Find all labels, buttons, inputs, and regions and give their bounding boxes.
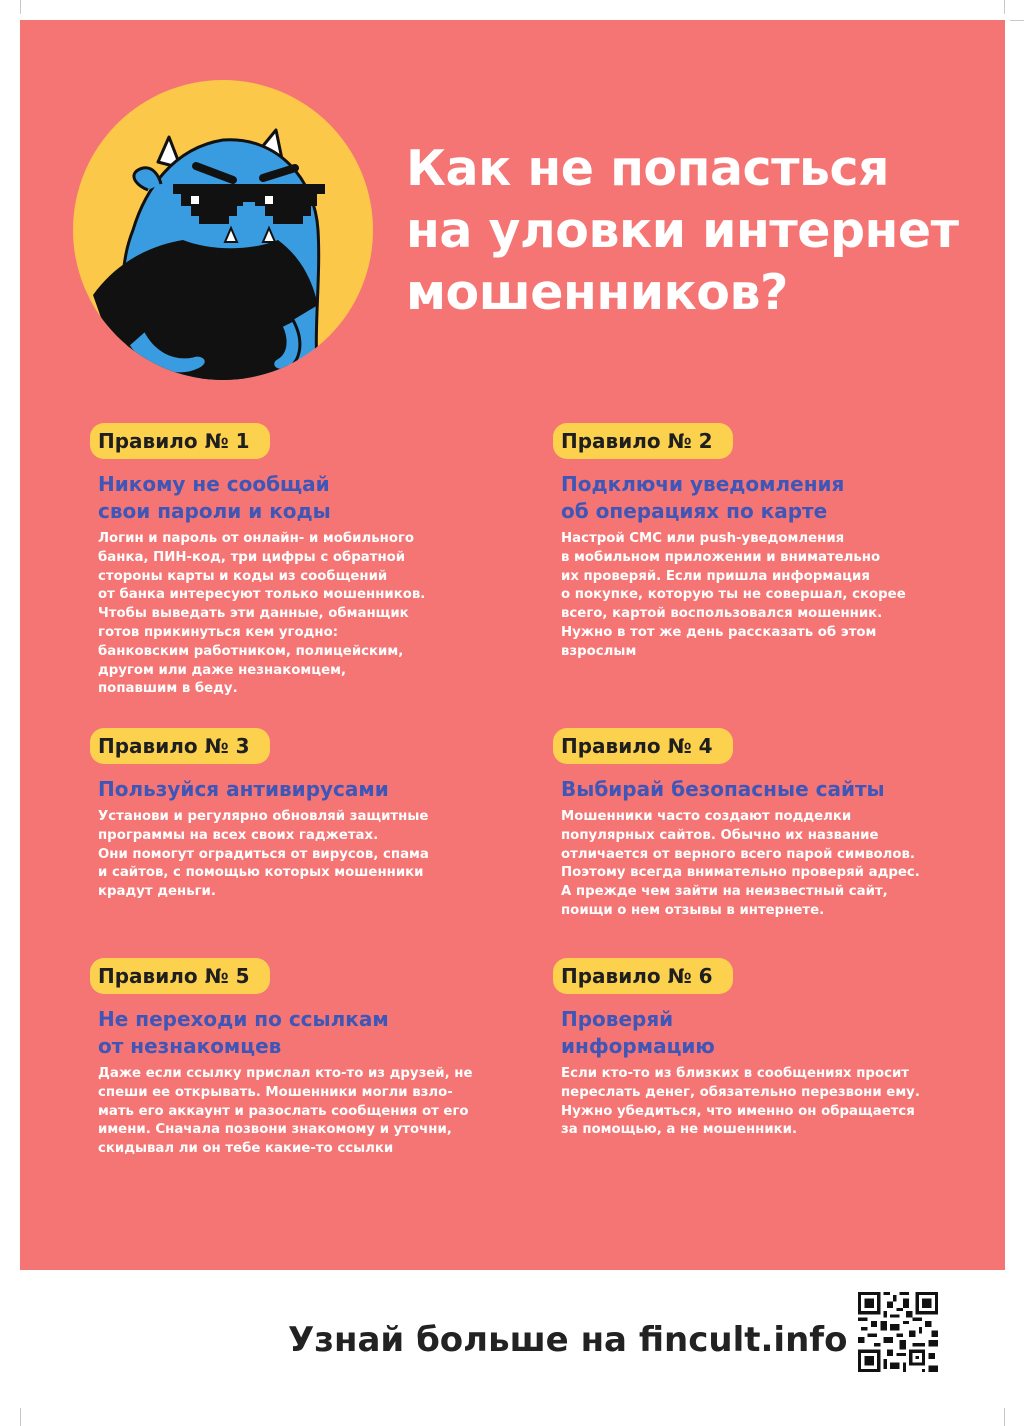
rule-card-2 (561, 423, 961, 662)
rule-body-line: Даже если ссылку прислал кто-то из друзей, не (98, 1066, 473, 1081)
rule-heading (561, 471, 961, 525)
crop-mark (1010, 20, 1024, 21)
rule-body-line: Нужно убедиться, что именно он обращается (561, 1103, 915, 1119)
crop-mark (1004, 1408, 1005, 1426)
rule-heading (98, 471, 498, 525)
rule-body-line: переслать денег, обязательно перезвони ему. (561, 1084, 920, 1100)
rule-body (561, 1065, 961, 1140)
rule-heading (98, 776, 498, 803)
rule-body-line: и сайтов, с помощью которых мошенники (98, 865, 424, 881)
rule-heading-line: информацию (561, 1034, 715, 1058)
rule-heading-line: Не переходи по ссылкам (98, 1007, 389, 1031)
rule-body-line: отличается от верного всего парой символов. (561, 846, 915, 862)
rule-body (98, 808, 498, 902)
rule-body-line: Они помогут оградиться от вирусов, спама (98, 846, 429, 862)
rule-card-1 (98, 423, 498, 699)
footer-link-text[interactable]: Узнай больше на fincult.info (288, 1320, 848, 1360)
rule-heading-line: об операциях по карте (561, 499, 828, 523)
rule-body-line: банковским работником, полицейским, (98, 643, 404, 659)
rule-heading-line: Проверяй (561, 1007, 674, 1031)
crop-mark (20, 0, 21, 14)
rule-body (98, 530, 498, 699)
rule-heading-line: Подключи уведомления (561, 472, 845, 496)
rule-body-line: о покупке, которую ты не совершал, скорее (561, 587, 906, 603)
rule-body-line: Логин и пароль от онлайн- и мобильного (98, 531, 415, 546)
rule-heading-line: Пользуйся антивирусами (98, 777, 389, 801)
rule-body (98, 1065, 498, 1159)
crop-mark (20, 1408, 21, 1426)
crop-mark (1004, 0, 1005, 14)
rule-body-line: спеши ее открывать. Мошенники могли взло- (98, 1084, 453, 1100)
rule-body-line: всего, картой воспользовался мошенник. (561, 606, 883, 622)
rule-heading-line: свои пароли и коды (98, 499, 331, 523)
rule-body-line: от банка интересуют только мошенников. (98, 587, 426, 603)
rule-body-line: Мошенники часто создают подделки (561, 809, 852, 824)
rule-badge: Правило № 4 (553, 728, 733, 764)
rule-card-6 (561, 958, 961, 1140)
rule-body-line: их проверяй. Если пришла информация (561, 568, 870, 584)
rule-body-line: популярных сайтов. Обычно их название (561, 827, 879, 843)
rule-card-5 (98, 958, 498, 1159)
rule-badge: Правило № 2 (553, 423, 733, 459)
rule-body-line: Чтобы выведать эти данные, обманщик (98, 606, 409, 622)
rule-card-4 (561, 728, 961, 921)
rule-body-line: другом или даже незнакомцем, (98, 662, 347, 678)
rule-card-3 (98, 728, 498, 902)
rule-badge: Правило № 5 (90, 958, 270, 994)
rule-body-line: Поэтому всегда внимательно проверяй адрес. (561, 865, 920, 881)
rule-heading-line: Никому не сообщай (98, 472, 330, 496)
rule-badge: Правило № 1 (90, 423, 270, 459)
rule-badge: Правило № 3 (90, 728, 270, 764)
rule-body (561, 808, 961, 921)
rule-body-line: за помощью, а не мошенники. (561, 1122, 798, 1138)
rule-body-line: стороны карты и коды из сообщений (98, 568, 388, 584)
qr-code-icon[interactable] (858, 1292, 938, 1372)
rule-body-line: А прежде чем зайти на неизвестный сайт, (561, 884, 888, 900)
rule-body-line: мать его аккаунт и разослать сообщения от его (98, 1103, 469, 1119)
rule-body-line: поищи о нем отзывы в интернете. (561, 902, 825, 918)
rule-body (561, 530, 961, 662)
rule-body-line: взрослым (561, 643, 637, 659)
title-line: мошенников? (406, 264, 788, 321)
rule-heading-line: от незнакомцев (98, 1034, 282, 1058)
rule-body-line: попавшим в беду. (98, 681, 238, 697)
rule-body-line: Установи и регулярно обновляй защитные (98, 809, 429, 824)
rule-heading-line: Выбирай безопасные сайты (561, 777, 885, 801)
rule-body-line: скидывал ли он тебе какие-то ссылки (98, 1141, 394, 1157)
rule-heading (98, 1006, 498, 1060)
rule-body-line: Если кто-то из близких в сообщениях просит (561, 1066, 909, 1081)
rule-body-line: в мобильном приложении и внимательно (561, 549, 881, 565)
rule-body-line: имени. Сначала позвони знакомому и уточни, (98, 1122, 452, 1138)
rule-body-line: программы на всех своих гаджетах. (98, 827, 379, 843)
rule-badge: Правило № 6 (553, 958, 733, 994)
rule-body-line: Настрой СМС или push-уведомления (561, 531, 845, 546)
title-line: на уловки интернет (406, 202, 959, 259)
rule-body-line: крадут деньги. (98, 884, 216, 900)
monster-mascot-icon (73, 80, 373, 380)
title-line: Как не попасться (406, 140, 889, 197)
rule-body-line: готов прикинуться кем угодно: (98, 624, 339, 640)
rule-body-line: банка, ПИН-код, три цифры с обратной (98, 549, 406, 565)
rule-body-line: Нужно в тот же день рассказать об этом (561, 624, 877, 640)
rule-heading (561, 1006, 961, 1060)
rule-heading (561, 776, 961, 803)
poster-title (406, 138, 996, 324)
